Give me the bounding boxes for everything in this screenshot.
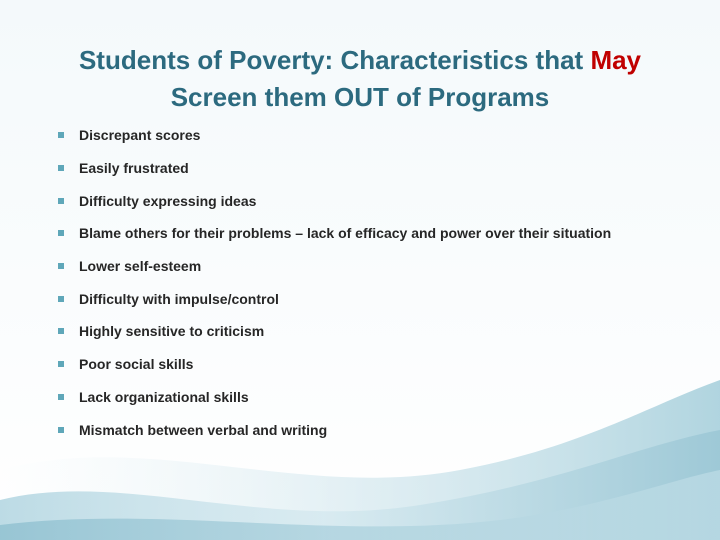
bullet-square-icon <box>58 328 64 334</box>
slide-title <box>40 42 680 116</box>
bullet-square-icon <box>58 165 64 171</box>
bullet-square-icon <box>58 230 64 236</box>
bullet-square-icon <box>58 198 64 204</box>
bullet-square-icon <box>58 296 64 302</box>
bullet-square-icon <box>58 132 64 138</box>
bullet-text: Highly sensitive to criticism <box>79 323 265 340</box>
bullet-text: Blame others for their problems – lack of efficacy and power over their situation <box>79 225 612 242</box>
bullet-text: Difficulty expressing ideas <box>79 192 257 209</box>
list-item <box>58 348 698 381</box>
bullet-text: Easily frustrated <box>79 160 189 177</box>
list-item <box>58 152 698 185</box>
bullet-text: Discrepant scores <box>79 127 201 144</box>
bullet-square-icon <box>58 394 64 400</box>
list-item <box>58 282 698 315</box>
list-item <box>58 413 698 446</box>
title-text-part1: Students of Poverty: Characteristics that <box>78 45 591 75</box>
list-item <box>58 381 698 414</box>
bullet-text: Difficulty with impulse/control <box>79 290 279 307</box>
bullet-text: Lower self-esteem <box>79 258 202 275</box>
list-item <box>58 315 698 348</box>
bullet-square-icon <box>58 361 64 367</box>
list-item <box>58 184 698 217</box>
bullet-square-icon <box>58 427 64 433</box>
bullet-text: Poor social skills <box>79 356 194 373</box>
title-accent-word: May <box>590 45 642 75</box>
list-item <box>58 119 698 152</box>
list-item <box>58 217 698 250</box>
title-text-part2: Screen them OUT of Programs <box>170 82 550 112</box>
bullet-square-icon <box>58 263 64 269</box>
list-item <box>58 250 698 283</box>
bullet-text: Lack organizational skills <box>79 388 249 405</box>
bullet-text: Mismatch between verbal and writing <box>79 421 328 438</box>
bullet-list <box>58 119 698 446</box>
